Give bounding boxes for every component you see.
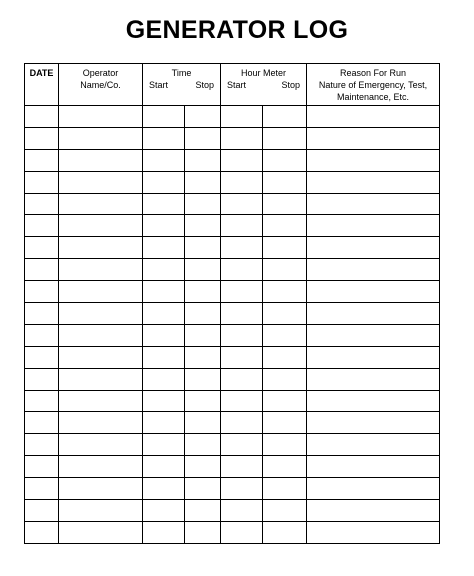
hour-stop-cell (263, 346, 307, 368)
time-start-cell (143, 390, 185, 412)
time-stop-cell (185, 259, 221, 281)
reason-cell (307, 324, 440, 346)
table-row (25, 149, 440, 171)
hour-stop-cell (263, 500, 307, 522)
reason-cell (307, 303, 440, 325)
table-row (25, 237, 440, 259)
operator-cell (59, 346, 143, 368)
date-cell (25, 456, 59, 478)
hour-start-cell (221, 368, 263, 390)
hour-stop-cell (263, 106, 307, 128)
time-stop-cell (185, 478, 221, 500)
table-row (25, 368, 440, 390)
hour-stop-cell (263, 434, 307, 456)
hour-start-cell (221, 193, 263, 215)
time-stop-cell (185, 193, 221, 215)
date-cell (25, 500, 59, 522)
reason-cell (307, 368, 440, 390)
operator-cell (59, 106, 143, 128)
date-cell (25, 106, 59, 128)
reason-cell (307, 521, 440, 543)
table-row (25, 215, 440, 237)
time-start-cell (143, 368, 185, 390)
reason-cell (307, 281, 440, 303)
hour-stop-cell (263, 215, 307, 237)
time-stop-cell (185, 215, 221, 237)
time-start-cell (143, 259, 185, 281)
time-start-cell (143, 281, 185, 303)
reason-cell (307, 106, 440, 128)
table-row (25, 106, 440, 128)
operator-cell (59, 303, 143, 325)
time-stop-cell (185, 237, 221, 259)
reason-cell (307, 434, 440, 456)
hour-start-cell (221, 303, 263, 325)
operator-column-header: Operator Name/Co. (59, 64, 143, 106)
date-cell (25, 193, 59, 215)
hour-meter-column-header: Hour Meter Start Stop (221, 64, 307, 106)
time-start-cell (143, 106, 185, 128)
hour-start-cell (221, 456, 263, 478)
time-start-cell (143, 127, 185, 149)
date-cell (25, 127, 59, 149)
time-stop-cell (185, 412, 221, 434)
date-cell (25, 303, 59, 325)
generator-log-table (24, 63, 440, 544)
hour-stop-cell (263, 259, 307, 281)
date-cell (25, 281, 59, 303)
date-cell (25, 324, 59, 346)
reason-cell (307, 149, 440, 171)
time-stop-cell (185, 521, 221, 543)
reason-cell (307, 346, 440, 368)
header-row (25, 64, 440, 106)
time-start-cell (143, 456, 185, 478)
reason-cell (307, 193, 440, 215)
hour-start-cell (221, 500, 263, 522)
table-row (25, 193, 440, 215)
time-start-cell (143, 171, 185, 193)
time-stop-cell (185, 390, 221, 412)
reason-cell (307, 171, 440, 193)
hour-stop-cell (263, 149, 307, 171)
table-row (25, 478, 440, 500)
operator-cell (59, 434, 143, 456)
table-row (25, 434, 440, 456)
hour-start-cell (221, 281, 263, 303)
time-start-cell (143, 434, 185, 456)
time-start-label: Start (149, 80, 169, 90)
time-stop-cell (185, 127, 221, 149)
page-title: GENERATOR LOG (125, 16, 349, 44)
hour-start-cell (221, 346, 263, 368)
hour-start-cell (221, 412, 263, 434)
time-start-cell (143, 412, 185, 434)
hour-stop-cell (263, 324, 307, 346)
hour-start-cell (221, 127, 263, 149)
table-row (25, 303, 440, 325)
table-row (25, 412, 440, 434)
time-stop-cell (185, 500, 221, 522)
hour-start-cell (221, 149, 263, 171)
time-start-cell (143, 324, 185, 346)
time-stop-cell (185, 171, 221, 193)
table-row (25, 259, 440, 281)
hour-stop-cell (263, 412, 307, 434)
time-stop-cell (185, 456, 221, 478)
operator-cell (59, 412, 143, 434)
reason-cell (307, 412, 440, 434)
date-cell (25, 434, 59, 456)
reason-cell (307, 215, 440, 237)
operator-cell (59, 478, 143, 500)
time-start-cell (143, 149, 185, 171)
operator-cell (59, 521, 143, 543)
table-row (25, 281, 440, 303)
date-cell (25, 412, 59, 434)
hour-stop-cell (263, 478, 307, 500)
reason-column-header: Reason For Run Nature of Emergency, Test, Maintenance, Etc. (307, 64, 440, 106)
hour-stop-cell (263, 390, 307, 412)
hour-start-cell (221, 237, 263, 259)
date-column-header: DATE (25, 64, 59, 106)
hour-stop-label: Stop (281, 80, 300, 90)
date-cell (25, 521, 59, 543)
time-column-header: Time Start Stop (143, 64, 221, 106)
hour-start-cell (221, 215, 263, 237)
table-row (25, 324, 440, 346)
hour-stop-cell (263, 303, 307, 325)
operator-cell (59, 171, 143, 193)
time-stop-cell (185, 324, 221, 346)
time-start-cell (143, 193, 185, 215)
date-cell (25, 171, 59, 193)
operator-cell (59, 259, 143, 281)
hour-start-cell (221, 259, 263, 281)
time-stop-cell (185, 149, 221, 171)
date-cell (25, 390, 59, 412)
log-body (25, 106, 440, 544)
time-start-cell (143, 346, 185, 368)
table-row (25, 456, 440, 478)
reason-cell (307, 456, 440, 478)
table-row (25, 127, 440, 149)
date-cell (25, 368, 59, 390)
reason-cell (307, 127, 440, 149)
time-stop-cell (185, 281, 221, 303)
operator-cell (59, 215, 143, 237)
time-stop-cell (185, 106, 221, 128)
reason-cell (307, 500, 440, 522)
table-row (25, 500, 440, 522)
time-stop-cell (185, 303, 221, 325)
hour-stop-cell (263, 237, 307, 259)
hour-start-label: Start (227, 80, 247, 90)
hour-start-cell (221, 478, 263, 500)
reason-cell (307, 390, 440, 412)
operator-cell (59, 456, 143, 478)
reason-cell (307, 259, 440, 281)
hour-stop-cell (263, 127, 307, 149)
date-cell (25, 215, 59, 237)
hour-start-cell (221, 390, 263, 412)
time-start-cell (143, 521, 185, 543)
operator-cell (59, 390, 143, 412)
time-start-cell (143, 215, 185, 237)
operator-cell (59, 149, 143, 171)
operator-cell (59, 237, 143, 259)
operator-cell (59, 127, 143, 149)
date-cell (25, 478, 59, 500)
time-stop-label: Stop (195, 80, 214, 90)
table-row (25, 390, 440, 412)
hour-stop-cell (263, 368, 307, 390)
reason-cell (307, 478, 440, 500)
hour-start-cell (221, 106, 263, 128)
operator-cell (59, 193, 143, 215)
hour-stop-cell (263, 456, 307, 478)
hour-start-cell (221, 324, 263, 346)
reason-cell (307, 237, 440, 259)
time-start-cell (143, 303, 185, 325)
date-cell (25, 259, 59, 281)
operator-cell (59, 324, 143, 346)
time-start-cell (143, 500, 185, 522)
hour-stop-cell (263, 281, 307, 303)
operator-cell (59, 500, 143, 522)
hour-stop-cell (263, 171, 307, 193)
hour-stop-cell (263, 521, 307, 543)
hour-start-cell (221, 171, 263, 193)
operator-cell (59, 281, 143, 303)
date-cell (25, 346, 59, 368)
time-stop-cell (185, 434, 221, 456)
table-row (25, 521, 440, 543)
hour-start-cell (221, 521, 263, 543)
table-row (25, 171, 440, 193)
time-start-cell (143, 478, 185, 500)
hour-start-cell (221, 434, 263, 456)
time-stop-cell (185, 368, 221, 390)
date-cell (25, 149, 59, 171)
date-cell (25, 237, 59, 259)
operator-cell (59, 368, 143, 390)
hour-stop-cell (263, 193, 307, 215)
table-row (25, 346, 440, 368)
time-stop-cell (185, 346, 221, 368)
time-start-cell (143, 237, 185, 259)
